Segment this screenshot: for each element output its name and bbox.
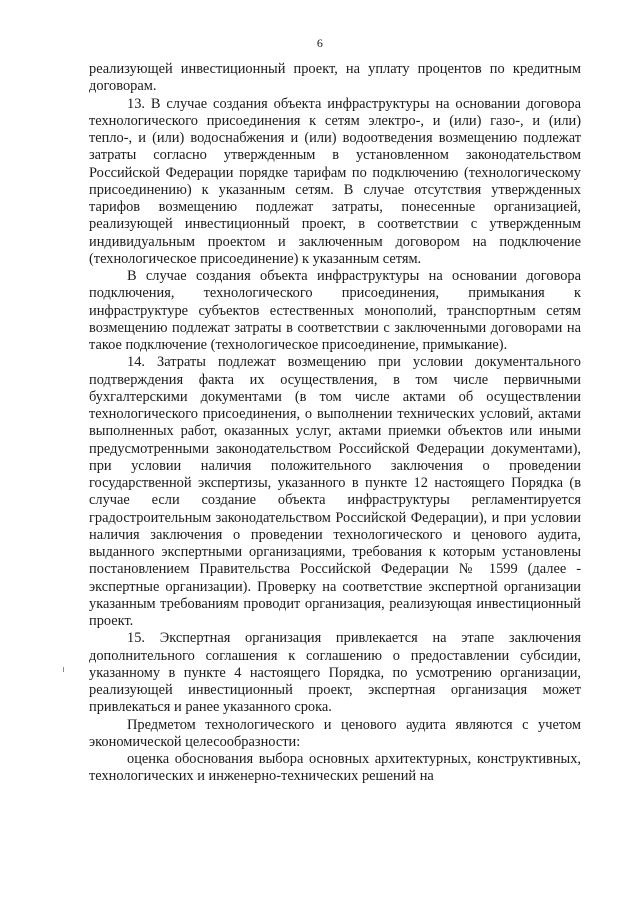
body-text [89,61,581,786]
paragraph-15: 15. Экспертная организация привлекается на этапе заключения дополнительного соглашения к соглашению о предоставлении субсидии, указанному в пункте 4 настоящего Порядка, по усмотрению организации, реализующей инвестиционный проект, экспертная организация может привлекаться и ранее указанного срока. [89,630,581,716]
margin-mark [63,667,64,672]
paragraph-14: 14. Затраты подлежат возмещению при условии документального подтверждения факта их осуществления, в том числе первичными бухгалтерскими документами (в том числе актами об осуществлении технологического присоединения, о выполнении технических условий, актами выполненных работ, оказанных услуг, актами приемки объектов или иными предусмотренными законодательством Российской Федерации документами), при условии наличия положительного заключения о проведении государственной экспертизы, указанного в пункте 12 настоящего Порядка (в случае если создание объекта инфраструктуры регламентируется градостроительным законодательством Российской Федерации), и при условии наличия заключения о проведении технологического и ценового аудита, выданного экспертными организациями, требования к которым установлены постановлением Правительства Российской Федерации № 1599 (далее - экспертные организации). Проверку на соответствие экспертной организации указанным требованиям проводит организация, реализующая инвестиционный проект. [89,354,581,629]
paragraph-13-part-2: В случае создания объекта инфраструктуры на основании договора подключения, технологического присоединения, примыкания к инфраструктуре субъектов естественных монополий, транспортным сетям возмещению подлежат затраты в соответствии с заключенными договорами на такое подключение (технологическое присоединение, примыкание). [89,268,581,353]
paragraph-13: 13. В случае создания объекта инфраструктуры на основании договора технологического присоединения к сетям электро-, и (или) газо-, и (или) тепло-, и (или) водоснабжения и (или) водоотведения возмещению подлежат затраты согласно утвержденным в установленном законодательством Российской Федерации порядке тарифам по подключению (технологическому присоединению) к указанным сетям. В случае отсутствия утвержденных тарифов возмещению подлежат затраты, понесенные организацией, реализующей инвестиционный проект, в соответствии с утвержденным индивидуальным проектом и заключенным договором на подключение (технологическое присоединение) к указанным сетям. [89,95,581,267]
paragraph-audit-item: оценка обоснования выбора основных архитектурных, конструктивных, технологических и инженерно-технических решений на [89,751,581,785]
paragraph-continuation: реализующей инвестиционный проект, на уплату процентов по кредитным договорам. [89,61,581,95]
page-number: 6 [316,36,324,50]
paragraph-audit-subject: Предметом технологического и ценового аудита являются с учетом экономической целесообразности: [89,716,581,750]
